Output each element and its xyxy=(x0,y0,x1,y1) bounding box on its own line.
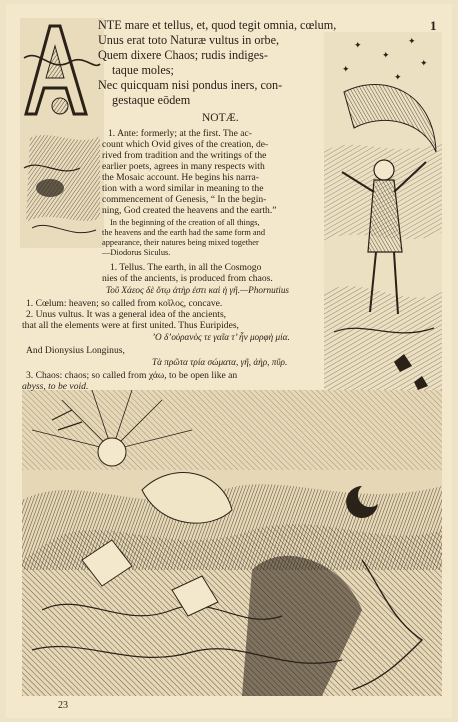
verse-line-6: gestaque eōdem xyxy=(112,93,191,107)
greek-phornutius: Τοῦ Χάεος δὲ ὅτῳ ἀτὴρ ἐστι καὶ ἡ γῆ.—Phornutius xyxy=(106,285,289,295)
ornamental-initial-A-icon xyxy=(20,18,104,248)
note-line-3: rived from tradition and the writings of the xyxy=(102,150,267,161)
note-line-4: earlier poets, agrees in many respects with xyxy=(102,161,265,172)
book-page xyxy=(6,4,452,718)
svg-text:✦: ✦ xyxy=(420,59,428,69)
svg-text:✦: ✦ xyxy=(354,41,362,51)
svg-text:✦: ✦ xyxy=(342,65,350,75)
quote-line-2: the heavens and the earth had the same form and xyxy=(102,228,266,237)
notes-heading: NOTÆ. xyxy=(202,112,239,124)
note-line-2: count which Ovid gives of the creation, de- xyxy=(102,139,269,150)
chaos-line-2: abyss, to be void. xyxy=(22,381,89,392)
quote-line-3: appearance, their natures being mixed together xyxy=(102,238,259,247)
coelum-line-3: that all the elements were at first united. Thus Euripides, xyxy=(22,320,239,331)
greek-euripides: ’Ο δ’οὐρανὸς τε γαῖα τ’ ἦν μορφὴ μία. xyxy=(152,332,290,342)
quote-line-4: —Diodorus Siculus. xyxy=(102,248,171,257)
svg-text:✦: ✦ xyxy=(382,51,390,61)
coelum-line-2: 2. Unus vultus. It was a general idea of the ancients, xyxy=(26,309,227,320)
svg-text:✦: ✦ xyxy=(408,37,416,47)
quote-line-1: In the beginning of the creation of all things, xyxy=(110,218,260,227)
tellus-line-2: nies of the ancients, is produced from chaos. xyxy=(102,273,273,284)
verse-line-4: taque moles; xyxy=(112,63,174,77)
verse-line-5: Nec quicquam nisi pondus iners, con- xyxy=(98,78,283,92)
note-line-5: the Mosaic account. He begins his narra- xyxy=(102,172,259,183)
folio-number: 23 xyxy=(58,700,68,711)
svg-text:✦: ✦ xyxy=(394,73,402,83)
tellus-line-1: 1. Tellus. The earth, in all the Cosmogo xyxy=(110,262,262,273)
verse-line-3: Quem dixere Chaos; rudis indiges- xyxy=(98,48,268,62)
coelum-line-1: 1. Cœlum: heaven; so called from κοῖλος, concave. xyxy=(26,298,223,309)
verse-line-2: Unus erat toto Naturæ vultus in orbe, xyxy=(98,33,280,47)
dionysius-line: And Dionysius Longinus, xyxy=(26,345,125,356)
chaos-landscape-icon xyxy=(22,390,442,696)
greek-longinus: Τὰ πρῶτα τρία σώματα, γῆ, ἀὴρ, πῦρ. xyxy=(152,357,288,367)
note-line-7: commencement of Genesis, “ In the begin- xyxy=(102,194,267,205)
note-line-1: 1. Ante: formerly; at the first. The ac- xyxy=(108,128,252,139)
page-number: 1 xyxy=(430,18,437,33)
verse-line-1: NTE mare et tellus, et, quod tegit omnia, cœlum, xyxy=(98,18,337,32)
note-line-8: ning, God created the heavens and the earth.” xyxy=(102,205,277,216)
note-line-6: tion with a word similar in meaning to the xyxy=(102,183,264,194)
chaos-line-1: 3. Chaos: chaos; so called from χάω, to be open like an xyxy=(26,370,238,381)
flying-figure-clouds-icon xyxy=(324,32,442,394)
